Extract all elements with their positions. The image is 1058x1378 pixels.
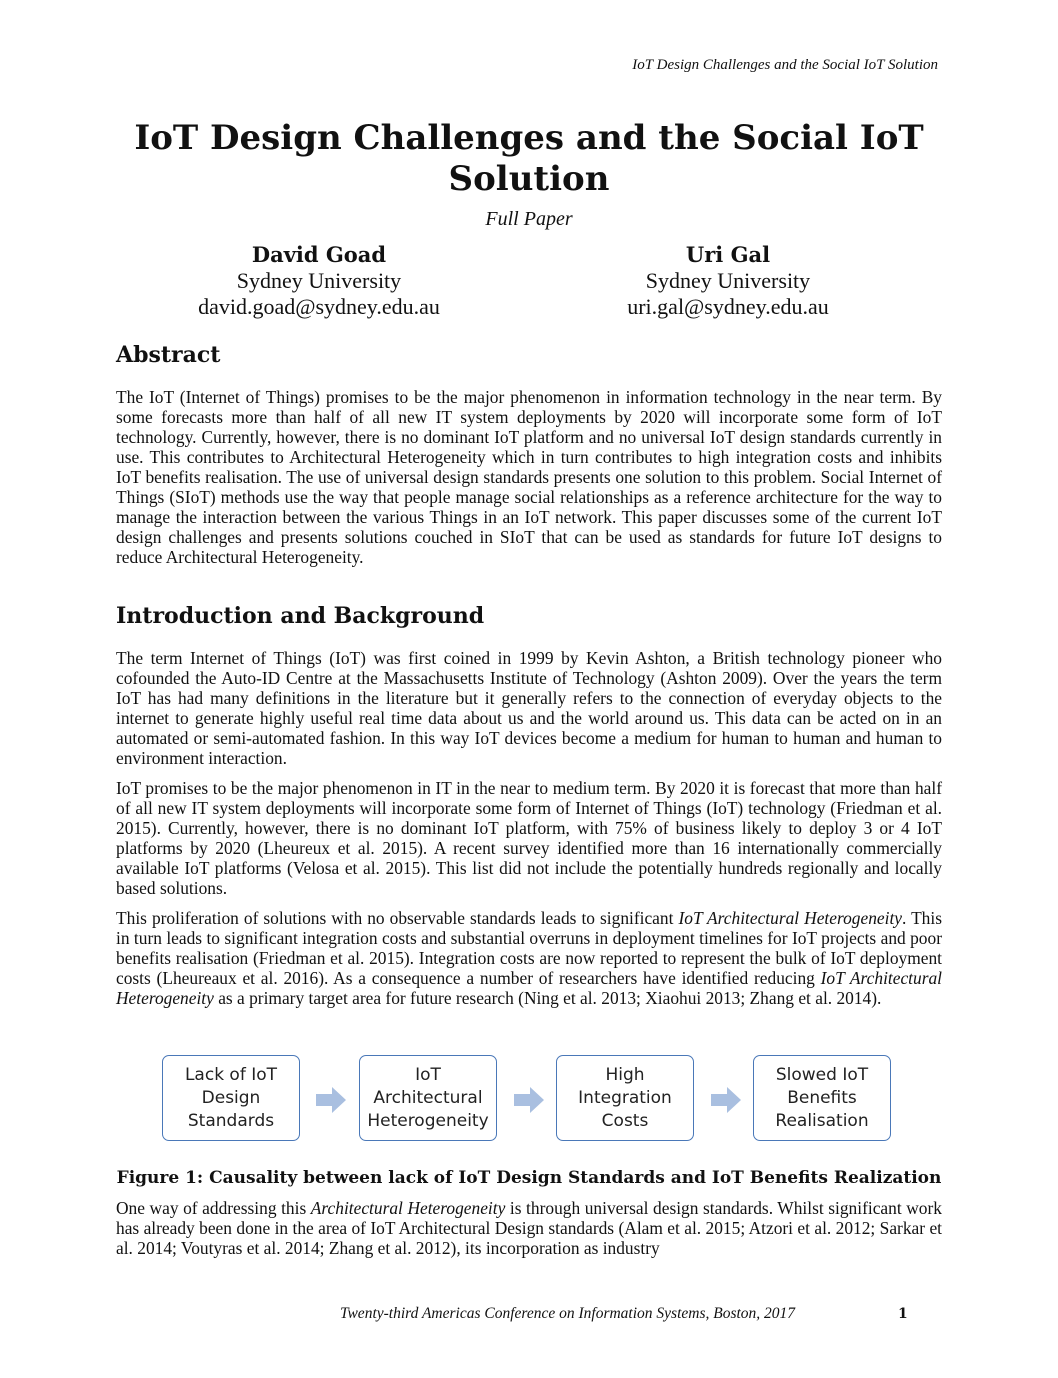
- emphasis: IoT Architectural Heterogeneity: [678, 908, 902, 928]
- arrow-right-icon: [316, 1087, 346, 1113]
- abstract-heading: Abstract: [116, 342, 221, 368]
- title-line-2: Solution: [448, 159, 610, 199]
- title-line-1: IoT Design Challenges and the Social IoT: [134, 118, 924, 158]
- author-email: david.goad@sydney.edu.au: [198, 294, 440, 319]
- text-run: is through universal design standards. Whilst significant work has already been done in the area of IoT Architectural Design standards (Alam et al. 2015; Atzori et al. 2012; Sarkar et al. 2014; Voutyras et al. 2014; Zhang et al. 2012), its incorporation as industry: [116, 1198, 942, 1258]
- intro-paragraph-4: [116, 1198, 942, 1258]
- figure-caption: Figure 1: Causality between lack of IoT Design Standards and IoT Benefits Realization: [116, 1168, 942, 1188]
- causality-figure: [162, 1055, 898, 1145]
- figure-box-1: Lack of IoT Design Standards: [162, 1055, 300, 1141]
- author-affiliation: Sydney University: [236, 268, 402, 293]
- author-name: Uri Gal: [685, 242, 771, 267]
- intro-heading: Introduction and Background: [116, 603, 485, 629]
- running-header: IoT Design Challenges and the Social IoT Solution: [632, 57, 938, 73]
- figure-box-2: IoT Architectural Heterogeneity: [359, 1055, 497, 1141]
- author-name: David Goad: [251, 242, 387, 267]
- intro-paragraph-1: The term Internet of Things (IoT) was first coined in 1999 by Kevin Ashton, a British technology pioneer who cofounded the Auto-ID Centre at the Massachusetts Institute of Technology (Ashton 2009). Over the years the term IoT has had many definitions in the literature but it generally refers to the connection of everyday objects to the internet to generate highly useful real time data about us and the world around us. This data can be acted on in an automated or semi-automated fashion. In this way IoT devices become a medium for human to human and human to environment interaction.: [116, 648, 942, 768]
- text-run: This proliferation of solutions with no observable standards leads to significant: [116, 908, 679, 928]
- paper-title: [0, 118, 1058, 200]
- page-number: 1: [898, 1306, 908, 1322]
- author-affiliation: Sydney University: [645, 268, 811, 293]
- author-block-1: [149, 242, 489, 320]
- abstract-text: The IoT (Internet of Things) promises to be the major phenomenon in information technology in the near term. By some forecasts more than half of all new IT system deployments by 2020 will incorporate some form of IoT technology. Currently, however, there is no dominant IoT platform and no universal IoT design standards currently in use. This contributes to Architectural Heterogeneity which in turn contributes to high integration costs and inhibits IoT benefits realisation. The use of universal design standards presents one solution to this problem. Social Internet of Things (SIoT) methods use the way that people manage social relationships as a reference architecture for the way to manage the interaction between the various Things in an IoT network. This paper discusses some of the current IoT design challenges and presents solutions couched in SIoT that can be used as standards for future IoT designs to reduce Architectural Heterogeneity.: [116, 387, 942, 567]
- intro-paragraph-2: IoT promises to be the major phenomenon in IT in the near to medium term. By 2020 it is forecast that more than half of all new IT system deployments will incorporate some form of Internet of Things (IoT) technology (Friedman et al. 2015). Currently, however, there is no dominant IoT platform, with 75% of business likely to deploy 3 or 4 IoT platforms by 2020 (Lheureux et al. 2015). A recent survey identified more than 16 internationally commercially available IoT platforms (Velosa et al. 2015). This list did not include the potentially hundreds regionally and locally based solutions.: [116, 778, 942, 898]
- text-run: One way of addressing this: [116, 1198, 311, 1218]
- arrow-right-icon: [711, 1087, 741, 1113]
- author-email: uri.gal@sydney.edu.au: [627, 294, 829, 319]
- figure-box-4: Slowed IoT Benefits Realisation: [753, 1055, 891, 1141]
- text-run: as a primary target area for future research (Ning et al. 2013; Xiaohui 2013; Zhang et al. 2014).: [213, 988, 882, 1008]
- text-run: . This in turn leads to significant integration costs and substantial overruns in deployment timelines for IoT projects and poor benefits realisation (Friedman et al. 2015). Integration costs are now reported to represent the bulk of IoT deployment costs (Lheureaux et al. 2016). As a consequence a number of researchers have identified reducing: [116, 908, 942, 988]
- emphasis: IoT Architectural Heterogeneity: [116, 968, 942, 1008]
- figure-box-3: High Integration Costs: [556, 1055, 694, 1141]
- author-block-2: [558, 242, 898, 320]
- arrow-right-icon: [514, 1087, 544, 1113]
- paper-type: Full Paper: [485, 208, 573, 230]
- intro-paragraph-3: [116, 908, 942, 1008]
- emphasis: Architectural Heterogeneity: [310, 1198, 506, 1218]
- conference-footer: Twenty-third Americas Conference on Information Systems, Boston, 2017: [340, 1305, 796, 1322]
